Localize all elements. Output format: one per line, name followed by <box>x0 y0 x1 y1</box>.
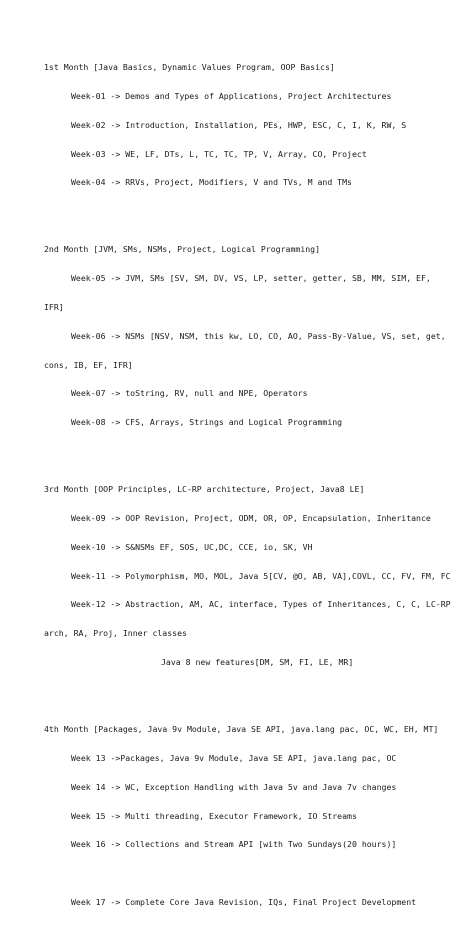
spacer <box>44 447 434 457</box>
week-10-line: Week-10 -> S&NSMs EF, SOS, UC,DC, CCE, io, SK, VH <box>71 541 313 552</box>
spacer <box>44 687 434 697</box>
week-07-line: Week-07 -> toString, RV, null and NPE, Operators <box>71 388 308 399</box>
month-4-header: 4th Month [Packages, Java 9v Module, Java SE API, java.lang pac, OC, WC, EH, MT] <box>44 724 439 735</box>
week-15-line: Week 15 -> Multi threading, Executor Framework, IO Streams <box>71 810 357 821</box>
week-11-line: Week-11 -> Polymorphism, MO, MOL, Java 5[CV, @O, AB, VA],COVL, CC, FV, FM, FC <box>71 570 451 581</box>
month-3-header: 3rd Month [OOP Principles, LC-RP architecture, Project, Java8 LE] <box>44 484 365 495</box>
week-12-continuation: arch, RA, Proj, Inner classes <box>44 628 187 639</box>
week-17-line: Week 17 -> Complete Core Java Revision, IQs, Final Project Development <box>71 896 417 907</box>
week-13-line: Week 13 ->Packages, Java 9v Module, Java SE API, java.lang pac, OC <box>71 752 397 763</box>
week-06-line: Week-06 -> NSMs [NSV, NSM, this kw, LO, CO, AO, Pass-By-Value, VS, set, get, <box>71 330 446 341</box>
week-06-continuation: cons, IB, EF, IFR] <box>44 359 133 370</box>
week-09-line: Week-09 -> OOP Revision, Project, ODM, OR, OP, Encapsulation, Inheritance <box>71 513 431 524</box>
week-14-line: Week 14 -> WC, Exception Handling with Java 5v and Java 7v changes <box>71 781 397 792</box>
spacer <box>44 869 434 879</box>
java8-features-line: Java 8 new features[DM, SM, FI, LE, MR] <box>161 657 354 667</box>
week-03-line: Week-03 -> WE, LF, DTs, L, TC, TC, TP, V, Array, CO, Project <box>71 148 367 159</box>
week-02-line: Week-02 -> Introduction, Installation, PEs, HWP, ESC, C, I, K, RW, S <box>71 119 407 130</box>
week-01-line: Week-01 -> Demos and Types of Applications, Project Architectures <box>71 90 392 101</box>
week-16-line: Week 16 -> Collections and Stream API [with Two Sundays(20 hours)] <box>71 839 397 850</box>
spacer <box>44 207 434 217</box>
month-1-header: 1st Month [Java Basics, Dynamic Values Program, OOP Basics] <box>44 62 335 73</box>
week-05-line: Week-05 -> JVM, SMs [SV, SM, DV, VS, LP, setter, getter, SB, MM, SIM, EF, <box>71 273 431 284</box>
week-04-line: Week-04 -> RRVs, Project, Modifiers, V and TVs, M and TMs <box>71 177 352 188</box>
month-2-header: 2nd Month [JVM, SMs, NSMs, Project, Logical Programming] <box>44 244 321 255</box>
week-05-continuation: IFR] <box>44 302 64 313</box>
week-08-line: Week-08 -> CFS, Arrays, Strings and Logical Programming <box>71 417 343 428</box>
week-12-line: Week-12 -> Abstraction, AM, AC, interface, Types of Inheritances, C, C, LC-RP <box>71 599 451 610</box>
syllabus-text <box>44 44 451 927</box>
